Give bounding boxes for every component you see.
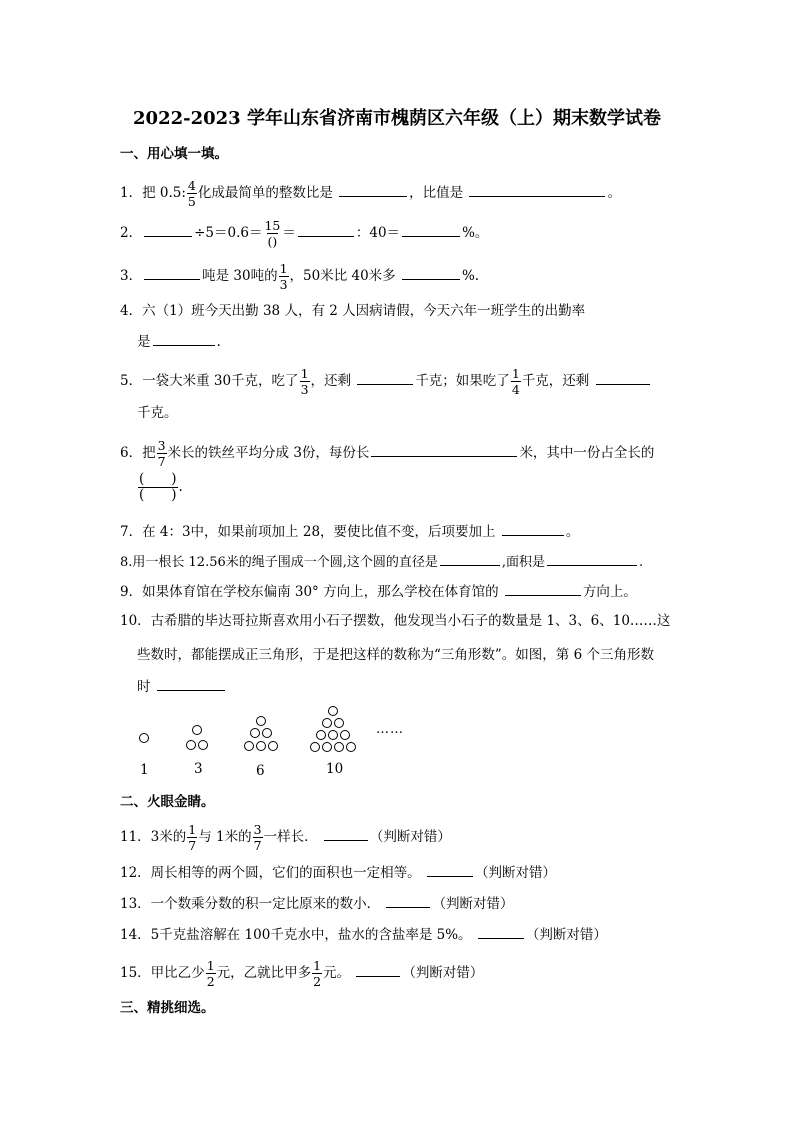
question-13 (120, 894, 513, 913)
q8-text-a: 8.用一根长 12.56米的绳子围成一个圆,这个圆的直径是 (120, 555, 438, 570)
answer-blank[interactable] (547, 552, 637, 566)
fraction-1-3: $\frac{1}{3}$ (300, 366, 309, 397)
answer-blank[interactable] (402, 223, 460, 237)
question-7 (120, 522, 579, 541)
q1-text-b: 化成最简单的整数比是 (197, 185, 333, 201)
question-3 (120, 261, 479, 292)
q3-text-c: ，50米比 40米多 (289, 268, 396, 284)
pebble (322, 742, 332, 752)
fraction-1-4: $\frac{1}{4}$ (511, 366, 520, 397)
q6-text-c: 米，其中一份占全长的 (519, 445, 655, 461)
q14-text-a: 14．5千克盐溶解在 100千克水中，盐水的含盐率是 5%。 (120, 927, 472, 943)
question-6-line2 (137, 472, 183, 503)
pebble (192, 725, 202, 735)
fraction-blank-blank[interactable]: $\frac{( )}{( )}$ (139, 471, 177, 503)
answer-blank[interactable] (339, 183, 407, 197)
question-6-line1 (120, 438, 654, 469)
q8-text-b: ,面积是 (501, 555, 546, 570)
pebble (268, 741, 278, 751)
q15-text-d: （判断对错） (402, 965, 484, 981)
q2-text-a: 2． (120, 225, 143, 241)
pebble (139, 733, 149, 743)
pebble (262, 728, 272, 738)
pebble (334, 742, 344, 752)
question-2 (120, 218, 488, 249)
answer-blank[interactable] (324, 827, 368, 841)
pebble (186, 740, 196, 750)
section-heading-fill-in: 一、用心填一填。 (120, 146, 228, 162)
label-3: 3 (194, 761, 203, 777)
q6-text-d: . (178, 479, 183, 495)
question-12 (120, 863, 556, 882)
question-4-line1: 4．六（1）班今天出勤 38 人，有 2 人因病请假，今天六年一班学生的出勤率 (120, 303, 586, 319)
pebble (322, 718, 332, 728)
q9-text-a: 9．如果体育馆在学校东偏南 30° 方向上，那么学校在体育馆的 (120, 584, 499, 600)
fraction-1-2: $\frac{1}{2}$ (206, 958, 215, 989)
question-4-line2 (137, 332, 221, 351)
answer-blank[interactable] (298, 223, 354, 237)
answer-blank[interactable] (356, 963, 400, 977)
q11-text-b: 与 1米的 (198, 829, 252, 845)
answer-blank[interactable] (502, 522, 564, 536)
answer-blank[interactable] (371, 443, 517, 457)
label-6: 6 (256, 763, 265, 779)
q2-text-d: ：40＝ (355, 225, 401, 241)
q1-text-c: ，比值是 (409, 185, 464, 201)
answer-blank[interactable] (153, 332, 215, 346)
q13-text-a: 13．一个数乘分数的积一定比原来的数小． (120, 896, 381, 912)
fraction-4-5: $\frac{4}{5}$ (187, 178, 196, 209)
fraction-3-7: $\frac{3}{7}$ (253, 822, 262, 853)
q6-text-b: 米长的铁丝平均分成 3份，每份长 (167, 445, 370, 461)
label-1: 1 (140, 762, 149, 778)
pebble (198, 740, 208, 750)
q9-text-b: 方向上。 (582, 584, 637, 600)
pebble (310, 742, 320, 752)
q5-text-c: 千克；如果吃了 (415, 373, 510, 389)
q1-text-a: 1．把 0.5: (120, 185, 186, 201)
pebble (328, 730, 338, 740)
q4-text-b: 是 (137, 334, 151, 350)
q12-text-b: （判断对错） (474, 865, 556, 881)
pebble (346, 742, 356, 752)
q13-text-b: （判断对错） (432, 896, 514, 912)
pebble (334, 718, 344, 728)
answer-blank[interactable] (505, 582, 581, 596)
question-5-line1 (120, 366, 652, 397)
answer-blank[interactable] (427, 863, 473, 877)
answer-blank[interactable] (596, 371, 650, 385)
q3-text-b: 吨是 30吨的 (202, 268, 278, 284)
q14-text-b: （判断对错） (525, 927, 607, 943)
q2-text-e: %。 (462, 225, 489, 241)
fraction-3-7: $\frac{3}{7}$ (157, 438, 166, 469)
question-14 (120, 925, 607, 944)
question-15 (120, 958, 483, 989)
pebble (328, 706, 338, 716)
ellipsis: …… (376, 722, 404, 737)
answer-blank[interactable] (402, 266, 460, 280)
pebble (250, 728, 260, 738)
fraction-1-3: $\frac{1}{3}$ (279, 261, 288, 292)
question-10-line1: 10．古希腊的毕达哥拉斯喜欢用小石子摆数，他发现当小石子的数量是 1、3、6、10……这 (120, 613, 671, 629)
answer-blank[interactable] (469, 183, 605, 197)
q15-text-c: 元。 (323, 965, 351, 981)
answer-blank[interactable] (478, 925, 524, 939)
q2-text-b: ÷5＝0.6＝ (194, 225, 263, 241)
q3-text-a: 3． (120, 268, 143, 284)
q5-text-b: ，还剩 (310, 373, 352, 389)
q11-text-c: 一样长． (263, 829, 318, 845)
q8-text-c: . (639, 555, 644, 570)
fraction-1-7: $\frac{1}{7}$ (188, 822, 197, 853)
q6-text-a: 6．把 (120, 445, 156, 461)
answer-blank[interactable] (357, 371, 413, 385)
question-9 (120, 582, 637, 601)
q10-text-c: 时 (137, 679, 151, 695)
question-8 (120, 552, 643, 572)
q11-text-a: 11．3米的 (120, 829, 187, 845)
question-1 (120, 178, 621, 209)
pebble (316, 730, 326, 740)
q1-text-d: 。 (607, 185, 621, 201)
q5-text-d: 千克，还剩 (521, 373, 590, 389)
q3-text-d: %. (461, 268, 480, 284)
q7-text-a: 7．在 4：3中，如果前项加上 28，要使比值不变，后项要加上 (120, 524, 496, 540)
question-11 (120, 822, 451, 853)
section-heading-true-false: 二、火眼金睛。 (120, 794, 215, 810)
answer-blank[interactable] (144, 223, 192, 237)
answer-blank[interactable] (144, 266, 200, 280)
answer-blank[interactable] (440, 552, 500, 566)
question-10-line3 (137, 677, 227, 696)
q15-text-b: 元，乙就比甲多 (216, 965, 312, 981)
q2-text-c: ＝ (282, 225, 296, 241)
page-title: 2022-2023 学年山东省济南市槐荫区六年级（上）期末数学试卷 (133, 108, 661, 129)
q15-text-a: 15．甲比乙少 (120, 965, 205, 981)
answer-blank[interactable] (386, 894, 430, 908)
question-10-line2: 些数时，都能摆成正三角形，于是把这样的数称为“三角形数”。如图，第 6 个三角形数 (137, 647, 654, 663)
q11-text-d: （判断对错） (369, 829, 451, 845)
question-5-line2: 千克。 (137, 405, 178, 421)
pebble (256, 741, 266, 751)
pebble (244, 741, 254, 751)
q7-text-b: 。 (565, 524, 580, 540)
section-heading-multiple-choice: 三、精挑细选。 (120, 1000, 215, 1016)
label-10: 10 (326, 761, 344, 777)
fraction-1-2: $\frac{1}{2}$ (313, 958, 322, 989)
q4-text-c: . (216, 334, 221, 350)
q12-text-a: 12．周长相等的两个圆，它们的面积也一定相等。 (120, 865, 421, 881)
q5-text-a: 5．一袋大米重 30千克，吃了 (120, 373, 299, 389)
pebble (256, 716, 266, 726)
fraction-15-blank: $\frac{15}{()}$ (264, 218, 281, 249)
pebble (340, 730, 350, 740)
answer-blank[interactable] (157, 677, 225, 691)
